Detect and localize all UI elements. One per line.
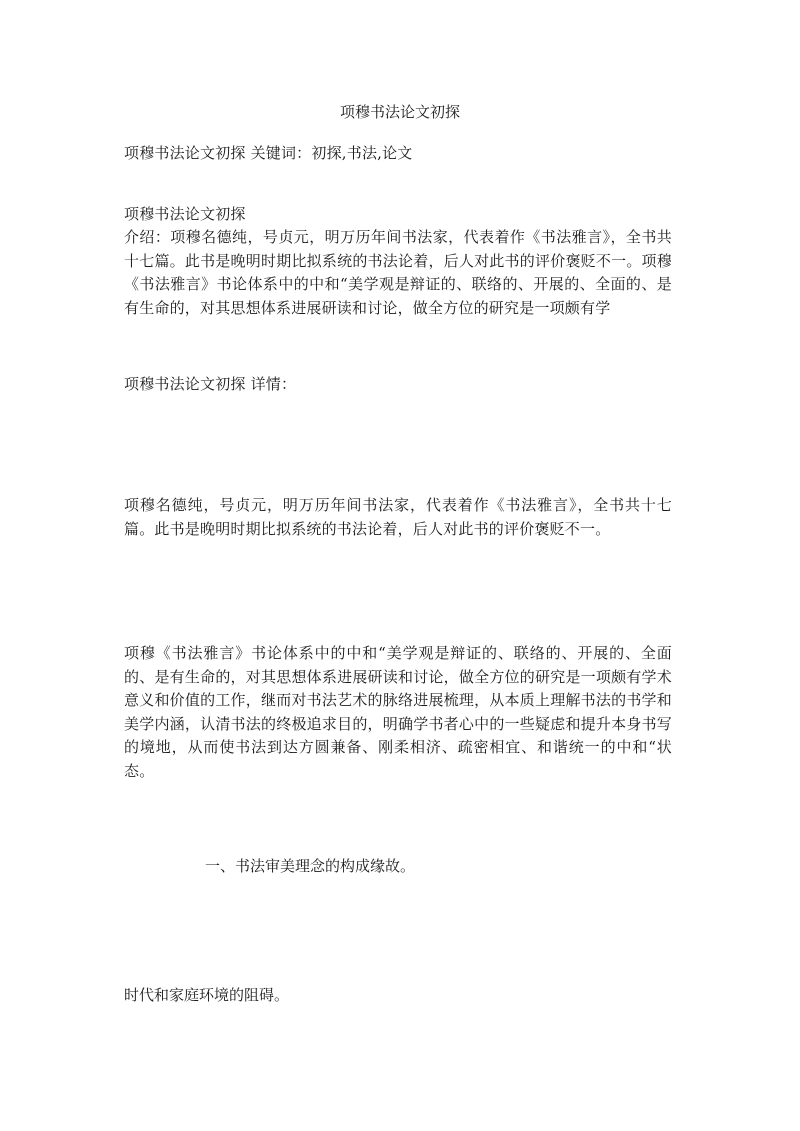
- detail-heading: 项穆书法论文初探 详情：: [124, 375, 297, 393]
- keywords-line: 项穆书法论文初探 关键词：初探,书法,论文: [124, 144, 413, 162]
- intro-text: 介绍：项穆名德纯，号贞元，明万历年间书法家，代表着作《书法雅言》，全书共十七篇。此书是晚明时期比拟系统的书法论着，后人对此书的评价褒贬不一。项穆《书法雅言》书论体系中的中和“美学观是辩证的、联络的、开展的、全面的、是有生命的，对其思想体系进展研读和讨论，做全方位的研究是一项颇有学: [124, 228, 672, 317]
- document-title: 项穆书法论文初探: [339, 103, 460, 121]
- body-paragraph-1: 项穆名德纯，号贞元，明万历年间书法家，代表着作《书法雅言》，全书共十七篇。此书是晚明时期比拟系统的书法论着，后人对此书的评价褒贬不一。: [124, 496, 672, 538]
- intro-heading: 项穆书法论文初探: [124, 205, 246, 223]
- section-heading: 一、书法审美理念的构成缘故。: [205, 857, 416, 875]
- sub-heading: 时代和家庭环境的阻碍。: [124, 986, 290, 1004]
- body-paragraph-2: 项穆《书法雅言》书论体系中的中和“美学观是辩证的、联络的、开展的、全面的、是有生命的，对其思想体系进展研读和讨论，做全方位的研究是一项颇有学术意义和价值的工作，继而对书法艺术的脉络进展梳理，从本质上理解书法的书学和美学内涵，认清书法的终极追求目的，明确学书者心中的一些疑虑和提升本身书写的境地，从而使书法到达方圆兼备、刚柔相济、疏密相宜、和谐统一的中和“状态。: [124, 644, 672, 780]
